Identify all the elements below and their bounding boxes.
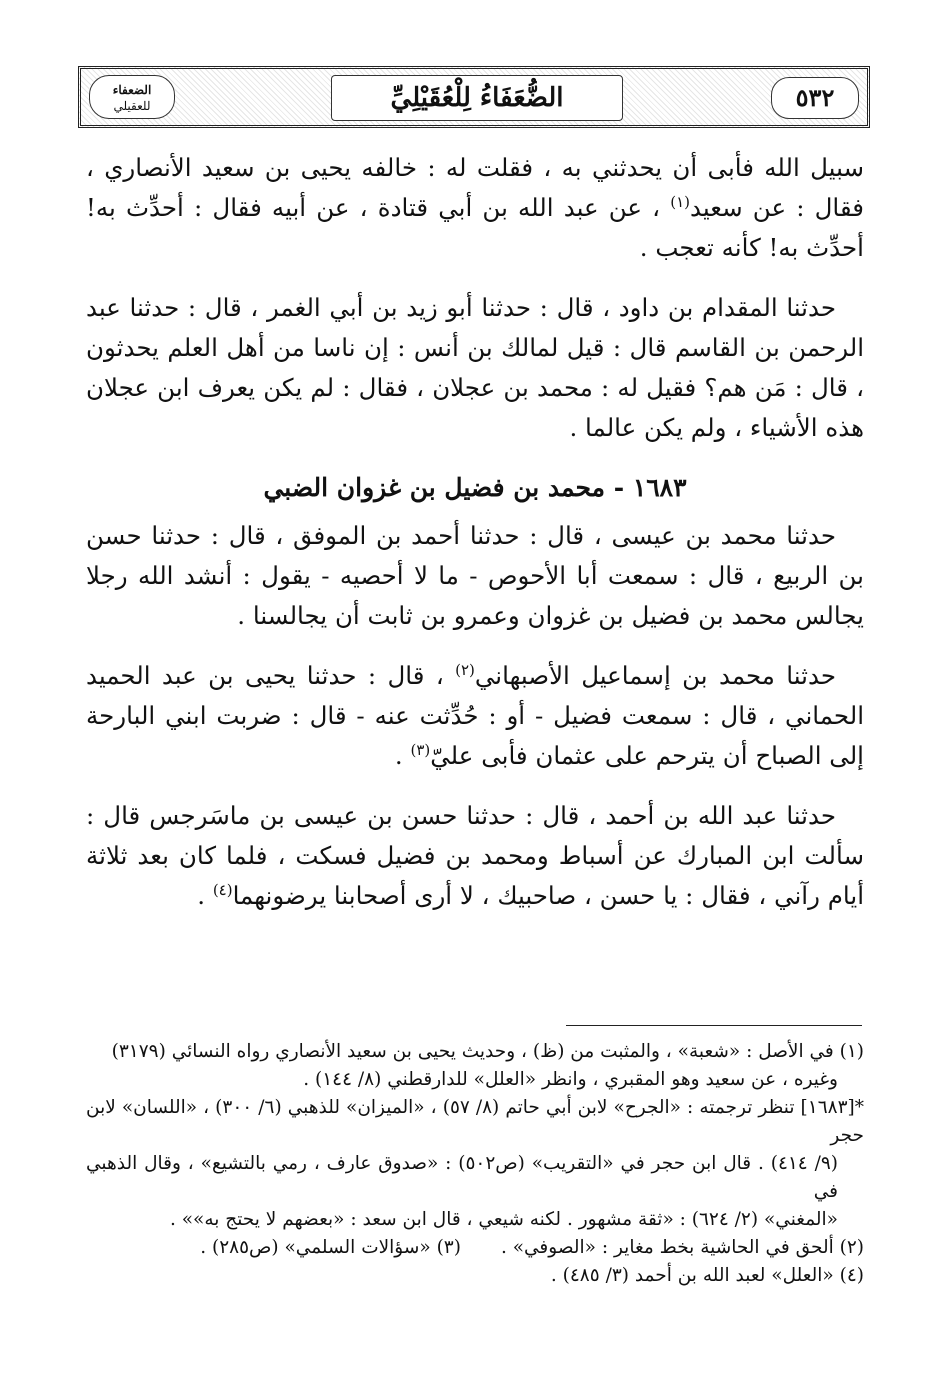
footnote-4: (٤) «العلل» لعبد الله بن أحمد (٣/ ٤٨٥) . (550, 1265, 864, 1286)
footnote-1: (١) في الأصل : «شعبة» ، والمثبت من (ظ) ، وحديث يحيى بن سعيد الأنصاري رواه النسائي (٣١٧٩) (111, 1041, 864, 1062)
footnote-1-continued: وغيره ، عن سعيد وهو المقبري ، وانظر «العلل» للدارقطني (٨/ ١٤٤) . (303, 1069, 838, 1090)
footnote-separator (566, 1025, 862, 1026)
book-logo (89, 75, 175, 119)
page-number: ٥٣٢ (771, 77, 859, 119)
footnote-entry-continued-2: «المغني» (٢/ ٦٢٤) : «ثقة مشهور . لكنه شيعي ، قال ابن سعد : «بعضهم لا يحتج به»» . (169, 1209, 838, 1230)
paragraph-5: حدثنا عبد الله بن أحمد ، قال : حدثنا حسن بن عيسى بن ماسَرجس قال : سألت ابن المبارك عن أسباط ومحمد بن فضيل فسكت ، فلما كان بعد ثلاثة أيام رآني ، فقال : يا حسن ، صاحبيك ، لا أرى أصحابنا يرضونهما$^{(٤)}$ . (86, 801, 864, 910)
footnote-row-2-3 (86, 1234, 864, 1262)
paragraph-2: حدثنا المقدام بن داود ، قال : حدثنا أبو زيد بن أبي الغمر ، قال : حدثنا عبد الرحمن بن القاسم قال : قيل لمالك بن أنس : إن ناسا من أهل العلم يحدثون ، قال : مَن هم؟ فقيل له : محمد بن عجلان ، فقال : لم يكن يعرف ابن عجلان هذه الأشياء ، ولم يكن عالما . (86, 293, 864, 442)
logo-line-2: للعقيلي (113, 99, 151, 113)
paragraph-3: حدثنا محمد بن عيسى ، قال : حدثنا أحمد بن الموفق ، قال : حدثنا حسن بن الربيع ، قال : سمعت أبا الأحوص - ما لا أحصيه - يقول : أنشد الله رجلا يجالس محمد بن فضيل بن غزوان وعمرو بن ثابت أن يجالسنا . (86, 521, 864, 630)
main-text (86, 148, 864, 936)
footnote-ref-1: (١) (670, 192, 691, 211)
footnotes (86, 1038, 864, 1290)
paragraph-1: سبيل الله فأبى أن يحدثني به ، فقلت له : خالفه يحيى بن سعيد الأنصاري ، فقال : عن سعيد$^{(١)}$ ، عن عبد الله بن أبي قتادة ، عن أبيه فقال : أحدِّث به! أحدِّث به! كأنه تعجب . (86, 153, 865, 262)
footnote-ref-2: (٢) (455, 660, 475, 679)
paragraph-4: حدثنا محمد بن إسماعيل الأصبهاني$^{(٢)}$ ، قال : حدثنا يحيى بن عبد الحميد الحماني ، قال : سمعت فضيل - أو : حُدِّثت عنه - قال : ضربت ابني البارحة إلى الصباح أن يترحم على عثمان فأبى عليّ$^{(٣)}$ . (86, 660, 864, 770)
page-header (78, 66, 870, 128)
footnote-2: (٢) ألحق في الحاشية بخط مغاير : «الصوفي» . (500, 1237, 864, 1258)
footnote-ref-3: (٣) (410, 740, 431, 759)
footnote-ref-4: (٤) (212, 880, 233, 899)
footnote-3: (٣) «سؤالات السلمي» (ص٢٨٥) . (200, 1237, 461, 1258)
footnote-entry-continued: (٩/ ٤١٤) . قال ابن حجر في «التقريب» (ص٥٠٢) : «صدوق عارف ، رمي بالتشيع» ، وقال الذهبي في (86, 1153, 838, 1202)
entry-heading: ١٦٨٣ - محمد بن فضيل بن غزوان الضبي (263, 473, 687, 502)
book-title: الضُّعَفَاءُ لِلْعُقَيْلِيِّ (331, 75, 623, 121)
logo-line-1: الضعفاء (112, 83, 152, 97)
footnote-entry: *[١٦٨٣] تنظر ترجمته : «الجرح» لابن أبي حاتم (٨/ ٥٧) ، «الميزان» للذهبي (٦/ ٣٠٠) ، «اللسان» لابن حجر (86, 1097, 864, 1146)
